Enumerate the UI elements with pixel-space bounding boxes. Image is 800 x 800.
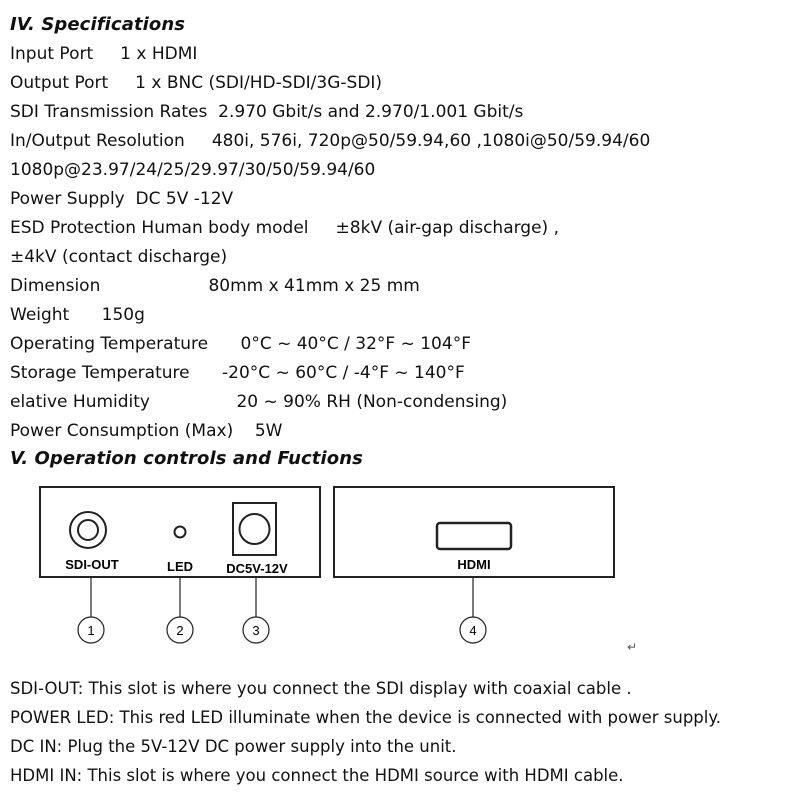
desc-hdmi-in: HDMI IN: This slot is where you connect the HDMI source with HDMI cable. bbox=[10, 766, 624, 785]
spec-esd-contact: ±4kV (contact discharge) bbox=[10, 247, 228, 267]
desc-dc-in: DC IN: Plug the 5V-12V DC power supply into the unit. bbox=[10, 737, 457, 756]
spec-output-port: Output Port 1 x BNC (SDI/HD-SDI/3G-SDI) bbox=[10, 73, 383, 93]
hdmi-port-icon bbox=[437, 523, 511, 549]
svg-text:3: 3 bbox=[252, 623, 260, 638]
sdi-out-label: SDI-OUT bbox=[65, 557, 119, 572]
spec-humidity: elative Humidity 20 ~ 90% RH (Non-condensing) bbox=[10, 392, 508, 412]
led-icon bbox=[175, 527, 186, 538]
svg-text:4: 4 bbox=[469, 623, 477, 638]
spec-resolution: In/Output Resolution 480i, 576i, 720p@50/59.94,60 ,1080i@50/59.94/60 bbox=[10, 131, 651, 151]
spec-input-port: Input Port 1 x HDMI bbox=[10, 44, 198, 64]
hdmi-label: HDMI bbox=[457, 557, 491, 572]
operation-heading: V. Operation controls and Fuctions bbox=[10, 448, 363, 469]
device-diagram bbox=[0, 480, 800, 660]
spec-sdi-rates: SDI Transmission Rates 2.970 Gbit/s and 2.970/1.001 Gbit/s bbox=[10, 102, 524, 122]
spec-operating-temperature: Operating Temperature 0°C ~ 40°C / 32°F ~ 104°F bbox=[10, 334, 471, 354]
dc-label: DC5V-12V bbox=[226, 561, 288, 576]
spec-esd-protection: ESD Protection Human body model ±8kV (air-gap discharge) , bbox=[10, 218, 559, 238]
callout-4 bbox=[460, 617, 486, 643]
spec-power-consumption: Power Consumption (Max) 5W bbox=[10, 421, 283, 441]
desc-sdi-out: SDI-OUT: This slot is where you connect the SDI display with coaxial cable . bbox=[10, 679, 632, 698]
svg-text:1: 1 bbox=[87, 623, 95, 638]
spec-resolution-continued: 1080p@23.97/24/25/29.97/30/50/59.94/60 bbox=[10, 160, 376, 180]
svg-text:2: 2 bbox=[176, 623, 184, 638]
spec-storage-temperature: Storage Temperature -20°C ~ 60°C / -4°F ~ 140°F bbox=[10, 363, 465, 383]
spec-power-supply: Power Supply DC 5V -12V bbox=[10, 189, 234, 209]
desc-power-led: POWER LED: This red LED illuminate when the device is connected with power supply. bbox=[10, 708, 722, 727]
specifications-heading: IV. Specifications bbox=[10, 14, 186, 35]
callout-2 bbox=[167, 617, 193, 643]
led-label: LED bbox=[167, 559, 193, 574]
leader-lines bbox=[91, 577, 473, 617]
return-mark-icon: ↵ bbox=[626, 640, 638, 654]
callout-3 bbox=[243, 617, 269, 643]
spec-weight: Weight 150g bbox=[10, 305, 145, 325]
spec-dimension: Dimension 80mm x 41mm x 25 mm bbox=[10, 276, 420, 296]
sdi-out-connector-icon bbox=[70, 512, 106, 548]
dc-jack-icon bbox=[233, 503, 276, 555]
callout-1 bbox=[78, 617, 104, 643]
